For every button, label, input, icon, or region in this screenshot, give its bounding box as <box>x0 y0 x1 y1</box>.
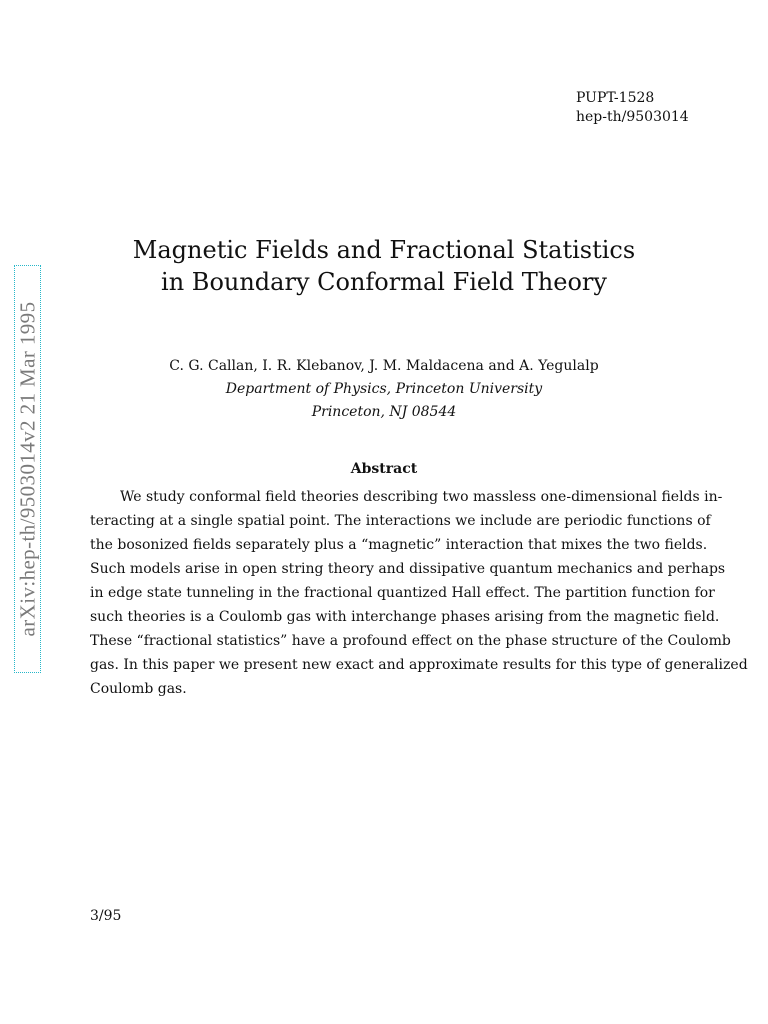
abstract-line: the bosonized fields separately plus a “magnetic” interaction that mixes the two fields. <box>90 537 708 553</box>
affiliation: Department of Physics, Princeton University <box>225 381 543 397</box>
abstract-heading: Abstract <box>350 461 418 477</box>
arxiv-id: hep-th/9503014 <box>576 109 689 125</box>
abstract-body <box>90 485 748 701</box>
address: Princeton, NJ 08544 <box>311 404 457 420</box>
author-list: C. G. Callan, I. R. Klebanov, J. M. Maldacena and A. Yegulalp <box>169 358 599 374</box>
arxiv-stamp-link[interactable] <box>14 265 41 673</box>
date-stamp: 3/95 <box>90 908 122 924</box>
abstract-line: Such models arise in open string theory and dissipative quantum mechanics and perhaps <box>90 561 726 577</box>
preprint-number: PUPT-1528 <box>576 90 655 106</box>
abstract-line: gas. In this paper we present new exact and approximate results for this type of generalized <box>90 657 748 673</box>
abstract-line: teracting at a single spatial point. The interactions we include are periodic functions of <box>90 513 711 529</box>
title-line: Magnetic Fields and Fractional Statistics <box>132 236 636 264</box>
abstract-line: Coulomb gas. <box>90 681 187 697</box>
report-numbers <box>576 89 736 127</box>
abstract-line: such theories is a Coulomb gas with interchange phases arising from the magnetic field. <box>90 609 720 625</box>
author-block <box>60 355 708 424</box>
abstract-line: These “fractional statistics” have a profound effect on the phase structure of the Coulomb <box>90 633 731 649</box>
abstract-line: in edge state tunneling in the fractional quantized Hall effect. The partition function for <box>90 585 715 601</box>
arxiv-stamp-text: arXiv:hep-th/9503014v2 21 Mar 1995 <box>15 301 39 637</box>
abstract-line: We study conformal field theories describing two massless one-dimensional fields in- <box>120 489 723 505</box>
title-line: in Boundary Conformal Field Theory <box>161 268 607 296</box>
paper-title <box>60 234 708 298</box>
